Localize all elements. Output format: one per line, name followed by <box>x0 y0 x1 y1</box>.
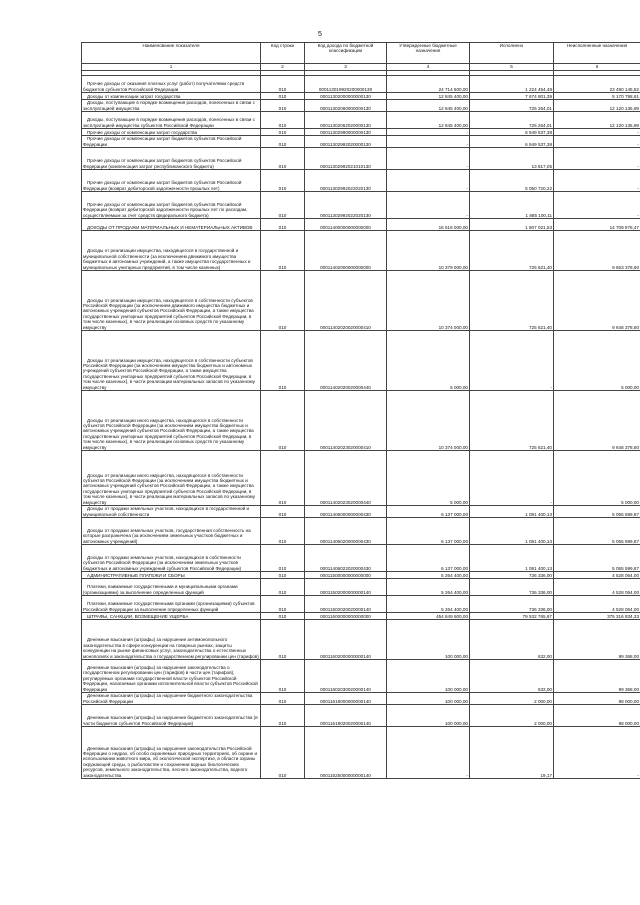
row-line-code: 010 <box>261 192 305 219</box>
row-unexecuted: - <box>554 136 640 148</box>
row-name: Доходы от реализации иного имущества, находящегося в собственности субъектов Российской Федерации (за исключением имущества бюджетных и автономных учреждений субъектов Российской Федерации, а также имущества государственных унитарных предприятий субъектов Российской Федерации, в том числе казенных), в части реализации материальных запасов по указанному имуществу <box>82 451 261 506</box>
table-row <box>82 192 640 219</box>
row-executed: 736 336,00 <box>470 579 554 596</box>
row-income-code: 00011406020000000430 <box>305 518 387 545</box>
row-income-code: 00011602000000000140 <box>305 620 387 660</box>
row-unexecuted: 23 490 145,52 <box>554 76 640 93</box>
row-line-code: 010 <box>261 331 305 391</box>
row-income-code: 00011406000000000430 <box>305 506 387 518</box>
row-executed: 2 000,00 <box>470 693 554 705</box>
row-line-code: 010 <box>261 231 305 271</box>
row-executed: 725 264,01 <box>470 112 554 129</box>
row-approved: - <box>387 727 470 779</box>
table-row <box>82 727 640 779</box>
row-approved: 100 000,00 <box>387 660 470 693</box>
row-name: Доходы от продажи земельных участков, государственная собственность на которые разграничена (за исключением земельных участков бюджетных и автономных учреждений) <box>82 518 261 545</box>
row-name: Платежи, взимаемые государственными и муниципальными органами (организациями) за выполнение определенных функций <box>82 579 261 596</box>
row-executed: 725 264,01 <box>470 100 554 112</box>
table-row <box>82 545 640 572</box>
column-number: 1 <box>82 64 261 71</box>
row-line-code: 010 <box>261 148 305 170</box>
row-unexecuted: 14 709 978,47 <box>554 219 640 231</box>
row-executed: 13 817,05 <box>470 148 554 170</box>
header-line-code: Код строки <box>261 43 305 64</box>
row-unexecuted: 5 000,00 <box>554 451 640 506</box>
row-name: Денежные взыскания (штрафы) за нарушение законодательства о государственном регулировании цен (тарифов) в части цен (тарифов), регулируемых органами государственной власти субъектов Российской Федерации, налагаемые органами исполнительной власти субъектов Российской Федерации <box>82 660 261 693</box>
row-executed: 1 885 100,11 <box>470 192 554 219</box>
row-unexecuted: 4 528 064,00 <box>554 572 640 579</box>
table-row <box>82 219 640 231</box>
row-line-code: 010 <box>261 271 305 331</box>
row-unexecuted: 4 528 064,00 <box>554 579 640 596</box>
row-unexecuted: - <box>554 192 640 219</box>
row-approved: - <box>387 170 470 192</box>
table-row <box>82 620 640 660</box>
row-line-code: 010 <box>261 613 305 620</box>
row-approved: 12 845 400,00 <box>387 100 470 112</box>
row-income-code: 00011618000000000140 <box>305 693 387 705</box>
table-row <box>82 506 640 518</box>
budget-execution-table <box>81 42 640 779</box>
row-line-code: 010 <box>261 76 305 93</box>
row-executed: 6 949 537,38 <box>470 136 554 148</box>
row-name: Прочие доходы от компенсации затрат государства <box>82 129 261 136</box>
row-name: Прочие доходы от компенсации затрат бюджетов субъектов Российской Федерации (возврат дебиторской задолженности прошлых лет) <box>82 170 261 192</box>
table-row <box>82 136 640 148</box>
row-unexecuted: 5 000,00 <box>554 331 640 391</box>
row-executed: 7 674 801,39 <box>470 93 554 100</box>
row-executed: 1 081 400,13 <box>470 518 554 545</box>
row-approved: 6 137 000,00 <box>387 518 470 545</box>
row-line-code: 010 <box>261 579 305 596</box>
row-executed: 79 532 765,67 <box>470 613 554 620</box>
row-unexecuted: 98 000,00 <box>554 693 640 705</box>
row-name: Доходы от компенсации затрат государства <box>82 93 261 100</box>
row-unexecuted: 99 368,00 <box>554 620 640 660</box>
header-executed: Исполнено <box>470 43 554 64</box>
row-name: Доходы, поступающие в порядке возмещения расходов, понесенных в связи с эксплуатацией имущества субъектов Российской Федерации <box>82 112 261 129</box>
row-executed: 736 336,00 <box>470 572 554 579</box>
row-income-code: 00011500000000000000 <box>305 572 387 579</box>
row-executed: 725 621,40 <box>470 391 554 451</box>
row-unexecuted: - <box>554 170 640 192</box>
row-name: Доходы от продажи земельных участков, находящихся в государственной и муниципальной собственности <box>82 506 261 518</box>
row-name: Прочие доходы от компенсации затрат бюджетов субъектов Российской Федерации <box>82 136 261 148</box>
table-row <box>82 231 640 271</box>
column-number: 5 <box>470 64 554 71</box>
row-name: ДОХОДЫ ОТ ПРОДАЖИ МАТЕРИАЛЬНЫХ И НЕМАТЕРИАЛЬНЫХ АКТИВОВ <box>82 219 261 231</box>
row-line-code: 010 <box>261 100 305 112</box>
row-line-code: 010 <box>261 451 305 506</box>
row-income-code: 00011502000000000140 <box>305 579 387 596</box>
page-number: 5 <box>318 31 322 38</box>
row-income-code: 00011402023020000440 <box>305 451 387 506</box>
row-income-code: 00011502020020000140 <box>305 596 387 613</box>
row-line-code: 010 <box>261 727 305 779</box>
row-executed: 1 081 400,13 <box>470 506 554 518</box>
row-approved: - <box>387 192 470 219</box>
row-income-code: 00011302992022020130 <box>305 192 387 219</box>
table-body <box>82 76 640 779</box>
row-line-code: 010 <box>261 391 305 451</box>
row-approved: 10 374 000,00 <box>387 271 470 331</box>
row-unexecuted: 9 648 378,60 <box>554 271 640 331</box>
row-name: ШТРАФЫ, САНКЦИИ, ВОЗМЕЩЕНИЕ УЩЕРБА <box>82 613 261 620</box>
column-number: 4 <box>387 64 470 71</box>
table-row <box>82 170 640 192</box>
row-income-code: 00011625000000000140 <box>305 727 387 779</box>
row-unexecuted: 5 055 599,87 <box>554 506 640 518</box>
row-name: Доходы от реализации имущества, находящегося в государственной и муниципальной собственности (за исключением движимого имущества бюджетных и автономных учреждений, а также имущества государственных и муниципальных унитарных предприятий, в том числе казенных) <box>82 231 261 271</box>
row-approved: 12 845 400,00 <box>387 112 470 129</box>
row-income-code: 00011402020020000410 <box>305 271 387 331</box>
row-name: Денежные взыскания (штрафы) за нарушение бюджетного законодательства (в части бюджетов субъектов Российской Федерации) <box>82 705 261 727</box>
table-row <box>82 613 640 620</box>
table-row <box>82 705 640 727</box>
row-executed: 1 807 021,53 <box>470 219 554 231</box>
table-row <box>82 572 640 579</box>
table-row <box>82 76 640 93</box>
header-income-code: Код дохода по бюджетной классификации <box>305 43 387 64</box>
row-executed: 632,00 <box>470 660 554 693</box>
row-approved: 24 714 600,00 <box>387 76 470 93</box>
row-unexecuted: 5 170 798,61 <box>554 93 640 100</box>
table-row <box>82 596 640 613</box>
table-row <box>82 112 640 129</box>
table-row <box>82 100 640 112</box>
row-line-code: 010 <box>261 572 305 579</box>
table-row <box>82 148 640 170</box>
row-income-code: 00011402020020000440 <box>305 331 387 391</box>
header-approved: Утвержденные бюджетные назначения <box>387 43 470 64</box>
row-approved: 454 849 600,00 <box>387 613 470 620</box>
row-approved: 100 000,00 <box>387 705 470 727</box>
row-line-code: 010 <box>261 693 305 705</box>
row-unexecuted: - <box>554 727 640 779</box>
row-name: Платежи, взимаемые государственными органами (организациями) субъектов Российской Федерации за выполнение определенных функций <box>82 596 261 613</box>
row-executed: 5 050 720,22 <box>470 170 554 192</box>
row-approved: 5 264 400,00 <box>387 579 470 596</box>
row-income-code: 00011302062020000130 <box>305 112 387 129</box>
row-unexecuted: 12 120 135,99 <box>554 112 640 129</box>
row-line-code: 010 <box>261 506 305 518</box>
row-income-code: 00011406022020000430 <box>305 545 387 572</box>
row-approved: - <box>387 148 470 170</box>
row-approved: - <box>387 129 470 136</box>
row-name: АДМИНИСТРАТИВНЫЕ ПЛАТЕЖИ И СБОРЫ <box>82 572 261 579</box>
row-income-code: 00011302992021010130 <box>305 148 387 170</box>
row-income-code: 00011600000000000000 <box>305 613 387 620</box>
row-line-code: 010 <box>261 93 305 100</box>
row-approved: 12 845 400,00 <box>387 93 470 100</box>
row-unexecuted: 99 368,00 <box>554 660 640 693</box>
row-unexecuted: 9 653 378,60 <box>554 231 640 271</box>
row-name: Денежные взыскания (штрафы) за нарушение антимонопольного законодательства в сфере конкуренции на товарных рынках, защиты конкуренции на рынке финансовых услуг, законодательства о естественных монополиях и законодательства о государственном регулировании цен (тарифов) <box>82 620 261 660</box>
row-approved: 100 000,00 <box>387 693 470 705</box>
row-executed: 632,00 <box>470 620 554 660</box>
row-name: Прочие доходы от компенсации затрат бюджетов субъектов Российской Федерации (компенсация затрат республиканского бюджета) <box>82 148 261 170</box>
table-row <box>82 660 640 693</box>
row-line-code: 010 <box>261 705 305 727</box>
table-row <box>82 93 640 100</box>
row-unexecuted: 98 000,00 <box>554 705 640 727</box>
row-line-code: 010 <box>261 170 305 192</box>
row-line-code: 010 <box>261 136 305 148</box>
row-executed: 725 621,40 <box>470 271 554 331</box>
header-row <box>82 43 640 64</box>
row-line-code: 010 <box>261 545 305 572</box>
column-number: 2 <box>261 64 305 71</box>
table-row <box>82 129 640 136</box>
table-row <box>82 331 640 391</box>
table-row <box>82 271 640 331</box>
row-executed: 6 949 537,38 <box>470 129 554 136</box>
row-executed: - <box>470 331 554 391</box>
row-name: Доходы, поступающие в порядке возмещения расходов, понесенных в связи с эксплуатацией имущества <box>82 100 261 112</box>
row-income-code: 00011302060000000130 <box>305 100 387 112</box>
row-approved: 5 000,00 <box>387 451 470 506</box>
row-unexecuted: - <box>554 129 640 136</box>
table-row <box>82 451 640 506</box>
row-income-code: 000113019920200000130 <box>305 76 387 93</box>
row-name: Прочие доходы от оказания платных услуг (работ) получателями средств бюджетов субъектов Российской Федерации <box>82 76 261 93</box>
table-row <box>82 518 640 545</box>
header-unexecuted: Неисполненные назначения <box>554 43 640 64</box>
row-name: Доходы от реализации имущества, находящегося в собственности субъектов Российской Федерации (за исключением движимого имущества бюджетных и автономных учреждений субъектов Российской Федерации, а также имущества государственных унитарных предприятий субъектов Российской Федерации, в том числе казенных), в части реализации основных средств по указанному имуществу <box>82 271 261 331</box>
column-number: 6 <box>554 64 640 71</box>
row-unexecuted: 9 648 378,60 <box>554 391 640 451</box>
row-approved: 10 374 000,00 <box>387 391 470 451</box>
table-row <box>82 693 640 705</box>
row-income-code: 00011602030020000140 <box>305 660 387 693</box>
row-name: Доходы от реализации имущества, находящегося в собственности субъектов Российской Федерации (за исключением имущества бюджетных и автономных учреждений субъектов Российской Федерации, а также имущества государственных унитарных предприятий субъектов Российской Федерации, в том числе казенных), в части реализации материальных запасов по указанному имуществу <box>82 331 261 391</box>
row-unexecuted: 375 316 834,33 <box>554 613 640 620</box>
row-line-code: 010 <box>261 219 305 231</box>
row-name: Доходы от продажи земельных участков, находящихся в собственности субъектов Российской Федерации (за исключением земельных участков бюджетных и автономных учреждений субъектов Российской Федерации) <box>82 545 261 572</box>
row-name: Прочие доходы от компенсации затрат бюджетов субъектов Российской Федерации (возврат дебиторской задолженности прошлых лет по расходам, осуществляемым за счет средств федерального бюджета) <box>82 192 261 219</box>
row-unexecuted: 4 528 064,00 <box>554 596 640 613</box>
row-approved: 16 516 000,00 <box>387 219 470 231</box>
row-approved: 5 264 400,00 <box>387 572 470 579</box>
column-number-row <box>82 64 640 71</box>
row-executed: 736 336,00 <box>470 596 554 613</box>
row-line-code: 010 <box>261 112 305 129</box>
row-income-code: 00011402023020000410 <box>305 391 387 451</box>
table-row <box>82 579 640 596</box>
row-unexecuted: 12 120 135,99 <box>554 100 640 112</box>
row-line-code: 010 <box>261 518 305 545</box>
row-unexecuted: 5 055 599,87 <box>554 518 640 545</box>
row-name: Доходы от реализации иного имущества, находящегося в собственности субъектов Российской Федерации (за исключением имущества бюджетных и автономных учреждений субъектов Российской Федерации, а также имущества государственных унитарных предприятий субъектов Российской Федерации, в том числе казенных), в части реализации основных средств по указанному имуществу <box>82 391 261 451</box>
row-approved: 5 264 400,00 <box>387 596 470 613</box>
row-unexecuted: - <box>554 148 640 170</box>
row-line-code: 010 <box>261 660 305 693</box>
row-line-code: 010 <box>261 129 305 136</box>
row-executed: 2 000,00 <box>470 705 554 727</box>
row-income-code: 00011302990000000130 <box>305 129 387 136</box>
row-unexecuted: 5 055 599,87 <box>554 545 640 572</box>
row-approved: 6 137 000,00 <box>387 506 470 518</box>
row-approved: 6 137 000,00 <box>387 545 470 572</box>
row-income-code: 00011302992022020130 <box>305 170 387 192</box>
row-name: Денежные взыскания (штрафы) за нарушение законодательства Российской Федерации о недрах, об особо охраняемых природных территориях, об охране и использовании животного мира, об экологической экспертизе, в области охраны окружающей среды, о рыболовстве и сохранении водных биологических ресурсов, земельного законодательства, лесного законодательства, водного законодательства <box>82 727 261 779</box>
table-row <box>82 391 640 451</box>
row-approved: 5 000,00 <box>387 331 470 391</box>
row-executed: 1 081 400,13 <box>470 545 554 572</box>
row-executed: 1 224 454,48 <box>470 76 554 93</box>
row-executed: - <box>470 451 554 506</box>
row-approved: 100 000,00 <box>387 620 470 660</box>
row-income-code: 00011302992020000130 <box>305 136 387 148</box>
row-name: Денежные взыскания (штрафы) за нарушение бюджетного законодательства Российской Федерации <box>82 693 261 705</box>
row-income-code: 00011402000000000000 <box>305 231 387 271</box>
row-income-code: 00011302000000000130 <box>305 93 387 100</box>
row-income-code: 00011400000000000000 <box>305 219 387 231</box>
column-number: 3 <box>305 64 387 71</box>
row-executed: 725 621,40 <box>470 231 554 271</box>
row-approved: - <box>387 136 470 148</box>
row-income-code: 00011618020020000140 <box>305 705 387 727</box>
header-name: Наименование показателя <box>82 43 261 64</box>
row-approved: 10 379 000,00 <box>387 231 470 271</box>
row-executed: 19,17 <box>470 727 554 779</box>
row-line-code: 010 <box>261 596 305 613</box>
row-line-code: 010 <box>261 620 305 660</box>
